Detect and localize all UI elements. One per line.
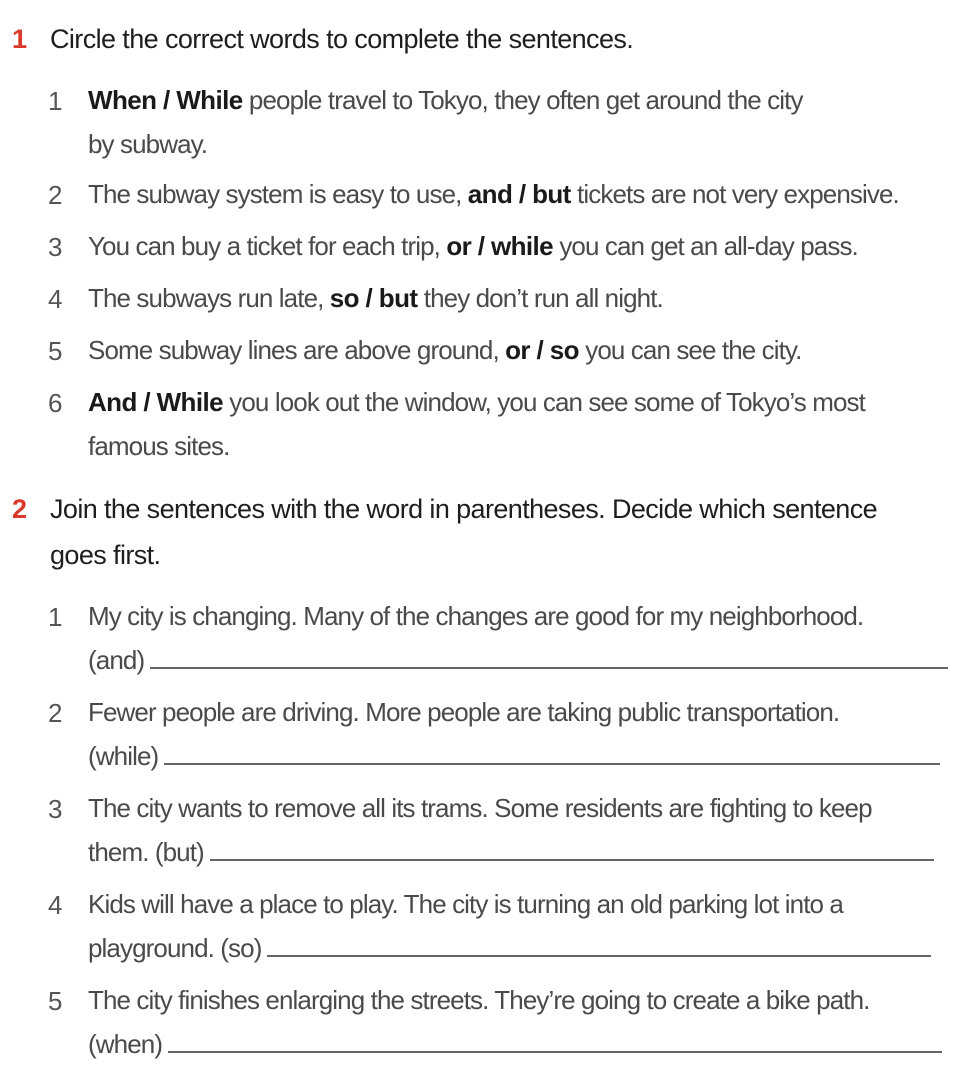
exercise-instruction: Circle the correct words to complete the sentences.	[50, 24, 634, 54]
conjunction-hint: (while)	[88, 741, 159, 771]
sentence-start: The subway system is easy to use,	[88, 179, 468, 209]
item-text	[88, 224, 960, 268]
item-number: 2	[48, 698, 63, 728]
item-text	[88, 172, 960, 216]
sentence-end: they don’t run all night.	[417, 283, 663, 313]
sentence-start: The subways run late,	[88, 283, 330, 313]
item-text	[88, 328, 960, 372]
sentence-continuation: by subway.	[88, 129, 208, 159]
item-text	[88, 978, 960, 1066]
instruction-line-2: goes first.	[50, 540, 161, 570]
word-choice[interactable]: and / but	[467, 179, 571, 209]
sentence-end: tickets are not very expensive.	[570, 179, 899, 209]
sentence-start: You can buy a ticket for each trip,	[88, 231, 447, 261]
answer-line[interactable]	[267, 949, 931, 957]
item-text	[88, 276, 960, 320]
sentence-pair: The city finishes enlarging the streets. They’re going to create a bike path.	[88, 985, 870, 1015]
item-number: 4	[48, 284, 63, 314]
word-choice[interactable]: And / While	[88, 387, 223, 417]
item-number: 3	[48, 794, 63, 824]
sentence-pair: The city wants to remove all its trams. Some residents are fighting to keep	[88, 793, 872, 823]
sentence-start: Some subway lines are above ground,	[88, 335, 506, 365]
word-choice[interactable]: When / While	[88, 85, 243, 115]
answer-line[interactable]	[164, 757, 940, 765]
sentence-continuation: famous sites.	[88, 431, 230, 461]
item-number: 3	[48, 232, 63, 262]
item-text	[88, 690, 960, 778]
item-number: 5	[48, 336, 63, 366]
sentence-pair: Kids will have a place to play. The city is turning an old parking lot into a	[88, 889, 843, 919]
sentence-pair: Fewer people are driving. More people are taking public transportation.	[88, 697, 840, 727]
sentence-end: you can see the city.	[578, 335, 802, 365]
conjunction-hint: (and)	[88, 645, 145, 675]
sentence-end: you can get an all-day pass.	[553, 231, 858, 261]
item-number: 1	[48, 602, 63, 632]
exercise-instruction	[50, 486, 954, 578]
sentence-end: people travel to Tokyo, they often get around the city	[242, 85, 803, 115]
item-text	[88, 786, 960, 874]
conjunction-hint: playground. (so)	[88, 933, 262, 963]
exercise-number: 2	[12, 494, 28, 524]
word-choice[interactable]: or / so	[505, 335, 579, 365]
answer-line[interactable]	[210, 853, 934, 861]
exercise-number: 1	[12, 24, 28, 54]
answer-line[interactable]	[150, 661, 948, 669]
item-number: 2	[48, 180, 63, 210]
item-number: 4	[48, 890, 63, 920]
word-choice[interactable]: so / but	[329, 283, 418, 313]
conjunction-hint: (when)	[88, 1029, 163, 1059]
item-text	[88, 380, 960, 468]
item-text	[88, 78, 960, 166]
item-number: 1	[48, 86, 63, 116]
item-number: 6	[48, 388, 63, 418]
conjunction-hint: them. (but)	[88, 837, 204, 867]
item-text	[88, 594, 960, 682]
item-number: 5	[48, 986, 63, 1016]
answer-line[interactable]	[168, 1045, 942, 1053]
word-choice[interactable]: or / while	[446, 231, 553, 261]
sentence-pair: My city is changing. Many of the changes are good for my neighborhood.	[88, 601, 864, 631]
item-text	[88, 882, 960, 970]
instruction-line-1: Join the sentences with the word in parentheses. Decide which sentence	[50, 494, 878, 524]
sentence-end: you look out the window, you can see some of Tokyo’s most	[222, 387, 865, 417]
